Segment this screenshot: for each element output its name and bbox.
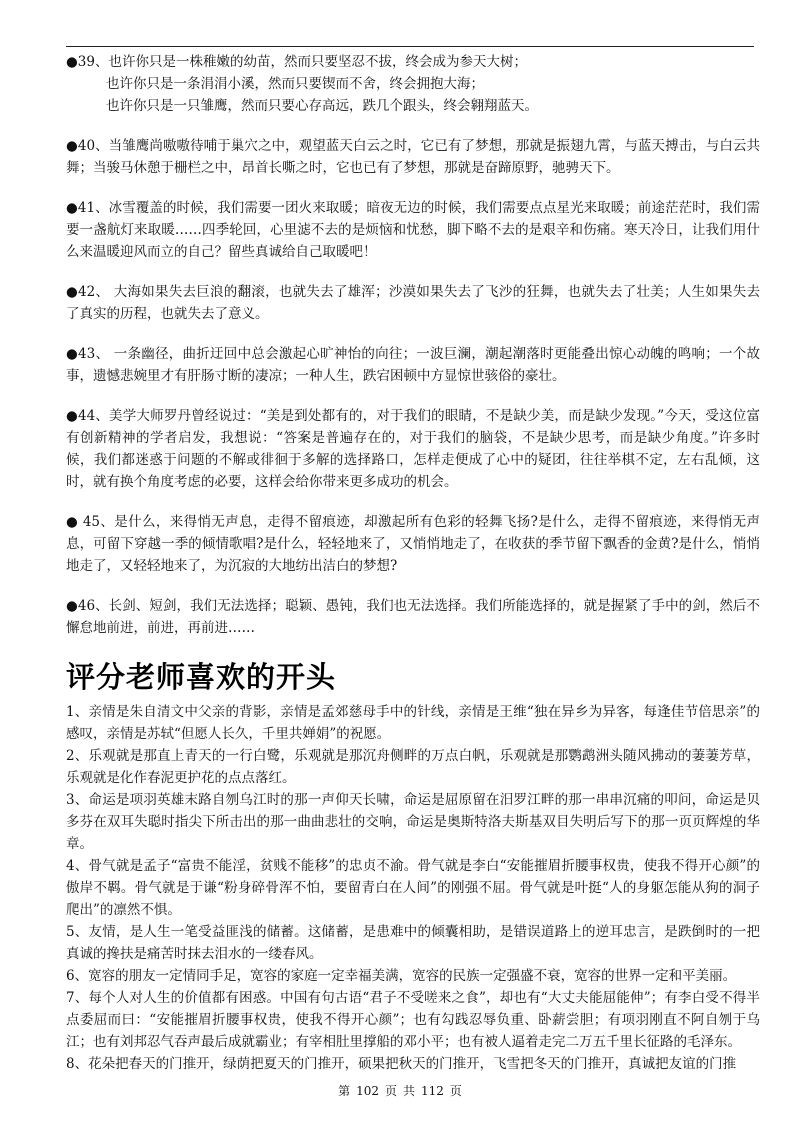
- list-item: 6、宽容的朋友一定情同手足，宽容的家庭一定幸福美满，宽容的民族一定强盛不衰，宽容的世界一定和平美丽。: [66, 968, 737, 984]
- quote-paragraph-44: ●44、美学大师罗丹曾经说过：“美是到处都有的，对于我们的眼睛，不是缺少美，而是缺少发现。”今天，受这位富有创新精神的学者启发，我想说：“答案是普遍存在的，对于我们的脑袋，不是缺少思考，而是缺少角度。”许多时候，我们都迷惑于问题的不解或徘徊于多解的选择路口，怎样走便成了心中的疑团，往往举棋不定，左右乱倾，这时，就有换个角度考虑的必要，这样会给你带来更多成功的机会。: [66, 408, 760, 490]
- quote-paragraph-41: ●41、冰雪覆盖的时候，我们需要一团火来取暖；暗夜无边的时候，我们需要点点星光来取暖；前途茫茫时，我们需要一盏航灯来取暖……四季轮回，心里滤不去的是烦恼和忧愁，脚下略不去的是艰辛和伤痛。寒天冷日，让我们用什么来温暖迎风而立的自己？留些真诚给自己取暖吧！: [66, 200, 760, 260]
- list-item: 4、骨气就是孟子“富贵不能淫，贫贱不能移”的忠贞不渝。骨气就是李白“安能摧眉折腰事权贵，使我不得开心颜”的傲岸不羁。骨气就是于谦“粉身碎骨浑不怕，要留青白在人间”的刚强不屈。骨气就是叶挺“人的身躯怎能从狗的洞子爬出”的凛然不惧。: [66, 858, 760, 918]
- section-heading: 评分老师喜欢的开头: [66, 660, 337, 694]
- list-item: 2、乐观就是那直上青天的一行白鹭，乐观就是那沉舟侧畔的万点白帆，乐观就是那鹦鹉洲头随风拂动的萋萋芳草，乐观就是化作春泥更护花的点点落红。: [66, 748, 760, 786]
- footer-prefix: 第: [338, 1084, 351, 1098]
- paragraph-line: ●39、也许你只是一株稚嫩的幼苗，然而只要坚忍不拔，终会成为参天大树；: [66, 54, 527, 70]
- quote-paragraph-43: ●43、 一条幽径，曲折迂回中总会激起心旷神怡的向往；一波巨澜，潮起潮落时更能叠出惊心动魄的鸣响；一个故事，遗憾悲婉里才有肝肠寸断的凄凉；一种人生，跌宕困顿中方显惊世骇俗的豪壮。: [66, 346, 760, 384]
- total-pages: 112: [421, 1084, 444, 1098]
- footer-label: 共: [403, 1084, 416, 1098]
- list-item: 7、每个人对人生的价值都有困惑。中国有句古语“君子不受嗟来之食”，却也有“大丈夫能屈能伸”；有李白受不得半点委屈而曰：“安能摧眉折腰事权贵，使我不得开心颜”；也有勾践忍辱负重、卧薪尝胆；有项羽刚直不阿自刎于乌江；也有刘邦忍气吞声最后成就霸业；有宰相肚里撑船的邓小平；也有被人逼着走完二万五千里长征路的毛泽东。: [66, 990, 760, 1050]
- list-item: 8、花朵把春天的门推开，绿荫把夏天的门推开，硕果把秋天的门推开，飞雪把冬天的门推开，真诚把友谊的门推: [66, 1056, 737, 1072]
- paragraph-line: 也许你只是一条涓涓小溪，然而只要锲而不舍，终会拥抱大海；: [106, 76, 484, 92]
- page-footer: [0, 1082, 800, 1099]
- quote-paragraph-39: [66, 51, 760, 117]
- quote-paragraph-46: ●46、长剑、短剑，我们无法选择；聪颖、愚钝，我们也无法选择。我们所能选择的，就是握紧了手中的剑，然后不懈怠地前进，前进，再前进……: [66, 598, 760, 636]
- list-item: 5、友情，是人生一笔受益匪浅的储蓄。这储蓄，是患难中的倾囊相助，是错误道路上的逆耳忠言，是跌倒时的一把真诚的搀扶是痛苦时抹去泪水的一缕春风。: [66, 924, 760, 962]
- footer-label: 页: [384, 1084, 397, 1098]
- footer-suffix: 页: [449, 1084, 462, 1098]
- document-body: [66, 51, 760, 1075]
- quote-paragraph-42: ●42、 大海如果失去巨浪的翻滚，也就失去了雄浑；沙漠如果失去了飞沙的狂舞，也就失去了壮美；人生如果失去了真实的历程，也就失去了意义。: [66, 284, 760, 322]
- quote-paragraph-40: ●40、当雏鹰尚嗷嗷待哺于巢穴之中，观望蓝天白云之时，它已有了梦想，那就是振翅九霄，与蓝天搏击，与白云共舞；当骏马休憩于栅栏之中，昂首长嘶之时，它也已有了梦想，那就是奋蹄原野，驰骋天下。: [66, 138, 760, 176]
- header-rule: [66, 46, 754, 47]
- paragraph-line: 也许你只是一只雏鹰，然而只要心存高远，跌几个跟头，终会翱翔蓝天。: [106, 98, 538, 114]
- quote-paragraph-45: ● 45、是什么，来得悄无声息，走得不留痕迹，却激起所有色彩的轻舞飞扬?是什么，走得不留痕迹，来得悄无声息，可留下穿越一季的倾情歌唱?是什么，轻轻地来了，又悄悄地走了，在收获的季节留下飘香的金黄?是什么，悄悄地走了，又轻轻地来了，为沉寂的大地纺出洁白的梦想?: [66, 514, 760, 574]
- page-number: 102: [356, 1084, 379, 1098]
- list-item: 1、亲情是朱自清文中父亲的背影，亲情是孟郊慈母手中的针线，亲情是王维“独在异乡为异客，每逢佳节倍思亲”的感叹，亲情是苏轼“但愿人长久，千里共婵娟”的祝愿。: [66, 704, 760, 742]
- list-item: 3、命运是项羽英雄末路自刎乌江时的那一声仰天长啸，命运是屈原留在汨罗江畔的那一串串沉痛的叩问，命运是贝多芬在双耳失聪时指尖下所击出的那一曲曲悲壮的交响，命运是奥斯特洛夫斯基双目失明后写下的那一页页辉煌的华章。: [66, 792, 760, 852]
